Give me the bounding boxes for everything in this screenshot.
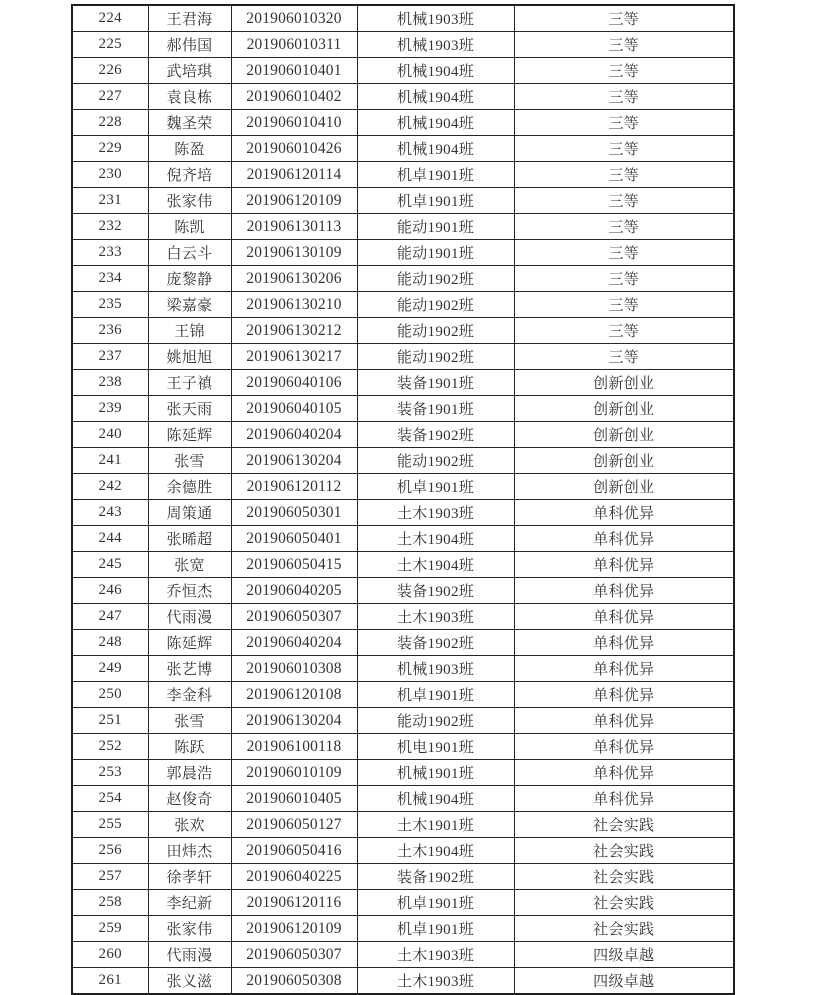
row-number-cell: 235	[72, 292, 148, 318]
row-number-cell: 237	[72, 344, 148, 370]
student-id-cell: 201906040105	[231, 396, 357, 422]
table-row	[72, 682, 734, 708]
award-type-cell: 单科优异	[514, 578, 734, 604]
class-name-cell: 机械1903班	[357, 32, 514, 58]
award-type-cell: 单科优异	[514, 500, 734, 526]
student-id-cell: 201906050307	[231, 604, 357, 630]
row-number-cell: 243	[72, 500, 148, 526]
row-number-cell: 246	[72, 578, 148, 604]
student-id-cell: 201906010402	[231, 84, 357, 110]
row-number-cell: 240	[72, 422, 148, 448]
award-type-cell: 三等	[514, 292, 734, 318]
table-row	[72, 526, 734, 552]
class-name-cell: 机械1904班	[357, 136, 514, 162]
award-type-cell: 三等	[514, 5, 734, 32]
row-number-cell: 254	[72, 786, 148, 812]
table-row	[72, 942, 734, 968]
award-type-cell: 创新创业	[514, 370, 734, 396]
student-id-cell: 201906040204	[231, 630, 357, 656]
award-type-cell: 单科优异	[514, 630, 734, 656]
student-name-cell: 王子禛	[148, 370, 231, 396]
row-number-cell: 260	[72, 942, 148, 968]
class-name-cell: 装备1902班	[357, 578, 514, 604]
row-number-cell: 229	[72, 136, 148, 162]
row-number-cell: 232	[72, 214, 148, 240]
table-row	[72, 916, 734, 942]
table-row	[72, 110, 734, 136]
row-number-cell: 224	[72, 5, 148, 32]
student-name-cell: 张艺博	[148, 656, 231, 682]
table-row	[72, 5, 734, 32]
table-row	[72, 708, 734, 734]
student-id-cell: 201906120109	[231, 188, 357, 214]
row-number-cell: 255	[72, 812, 148, 838]
row-number-cell: 236	[72, 318, 148, 344]
student-id-cell: 201906010320	[231, 5, 357, 32]
table-row	[72, 84, 734, 110]
student-id-cell: 201906120109	[231, 916, 357, 942]
student-name-cell: 张雪	[148, 448, 231, 474]
table-row	[72, 344, 734, 370]
student-name-cell: 张雪	[148, 708, 231, 734]
class-name-cell: 机械1904班	[357, 58, 514, 84]
award-type-cell: 社会实践	[514, 890, 734, 916]
table-row	[72, 214, 734, 240]
row-number-cell: 253	[72, 760, 148, 786]
student-id-cell: 201906050401	[231, 526, 357, 552]
row-number-cell: 241	[72, 448, 148, 474]
student-id-cell: 201906120112	[231, 474, 357, 500]
table-row	[72, 188, 734, 214]
student-name-cell: 陈盈	[148, 136, 231, 162]
award-type-cell: 单科优异	[514, 682, 734, 708]
award-type-cell: 单科优异	[514, 760, 734, 786]
student-name-cell: 郭晨浩	[148, 760, 231, 786]
student-name-cell: 王君海	[148, 5, 231, 32]
student-id-cell: 201906130109	[231, 240, 357, 266]
row-number-cell: 230	[72, 162, 148, 188]
row-number-cell: 231	[72, 188, 148, 214]
award-type-cell: 单科优异	[514, 604, 734, 630]
award-type-cell: 单科优异	[514, 708, 734, 734]
student-id-cell: 201906050127	[231, 812, 357, 838]
class-name-cell: 能动1902班	[357, 448, 514, 474]
student-name-cell: 陈延辉	[148, 630, 231, 656]
student-id-cell: 201906010405	[231, 786, 357, 812]
class-name-cell: 机械1903班	[357, 5, 514, 32]
table-row	[72, 292, 734, 318]
class-name-cell: 装备1902班	[357, 422, 514, 448]
award-type-cell: 三等	[514, 318, 734, 344]
class-name-cell: 机械1904班	[357, 110, 514, 136]
student-name-cell: 倪齐培	[148, 162, 231, 188]
class-name-cell: 机械1904班	[357, 84, 514, 110]
class-name-cell: 机械1903班	[357, 656, 514, 682]
table-row	[72, 500, 734, 526]
table-row	[72, 58, 734, 84]
student-award-table	[71, 4, 735, 995]
row-number-cell: 249	[72, 656, 148, 682]
award-type-cell: 三等	[514, 188, 734, 214]
student-name-cell: 姚旭旭	[148, 344, 231, 370]
class-name-cell: 土木1903班	[357, 942, 514, 968]
class-name-cell: 机卓1901班	[357, 474, 514, 500]
award-type-cell: 创新创业	[514, 448, 734, 474]
student-id-cell: 201906010426	[231, 136, 357, 162]
student-name-cell: 张家伟	[148, 916, 231, 942]
award-type-cell: 四级卓越	[514, 942, 734, 968]
class-name-cell: 机卓1901班	[357, 188, 514, 214]
row-number-cell: 226	[72, 58, 148, 84]
student-id-cell: 201906050308	[231, 968, 357, 995]
table-row	[72, 32, 734, 58]
award-type-cell: 四级卓越	[514, 968, 734, 995]
award-type-cell: 三等	[514, 214, 734, 240]
table-row	[72, 162, 734, 188]
award-type-cell: 三等	[514, 110, 734, 136]
student-name-cell: 白云斗	[148, 240, 231, 266]
award-type-cell: 单科优异	[514, 526, 734, 552]
student-name-cell: 张义滋	[148, 968, 231, 995]
class-name-cell: 土木1904班	[357, 552, 514, 578]
student-id-cell: 201906040205	[231, 578, 357, 604]
award-type-cell: 三等	[514, 84, 734, 110]
row-number-cell: 258	[72, 890, 148, 916]
table-row	[72, 318, 734, 344]
student-id-cell: 201906010311	[231, 32, 357, 58]
row-number-cell: 251	[72, 708, 148, 734]
student-name-cell: 张家伟	[148, 188, 231, 214]
award-type-cell: 创新创业	[514, 396, 734, 422]
student-id-cell: 201906130210	[231, 292, 357, 318]
row-number-cell: 245	[72, 552, 148, 578]
student-name-cell: 陈凯	[148, 214, 231, 240]
table-row	[72, 630, 734, 656]
award-type-cell: 单科优异	[514, 786, 734, 812]
award-type-cell: 三等	[514, 344, 734, 370]
class-name-cell: 机械1904班	[357, 786, 514, 812]
award-type-cell: 社会实践	[514, 916, 734, 942]
student-name-cell: 李金科	[148, 682, 231, 708]
table-row	[72, 136, 734, 162]
award-type-cell: 三等	[514, 266, 734, 292]
table-row	[72, 422, 734, 448]
class-name-cell: 机卓1901班	[357, 162, 514, 188]
row-number-cell: 247	[72, 604, 148, 630]
award-type-cell: 三等	[514, 136, 734, 162]
student-id-cell: 201906130204	[231, 708, 357, 734]
student-name-cell: 郝伟国	[148, 32, 231, 58]
award-type-cell: 单科优异	[514, 656, 734, 682]
class-name-cell: 土木1901班	[357, 812, 514, 838]
table-row	[72, 552, 734, 578]
student-name-cell: 武培琪	[148, 58, 231, 84]
row-number-cell: 252	[72, 734, 148, 760]
award-type-cell: 创新创业	[514, 422, 734, 448]
class-name-cell: 机械1901班	[357, 760, 514, 786]
class-name-cell: 土木1903班	[357, 500, 514, 526]
student-id-cell: 201906040225	[231, 864, 357, 890]
student-name-cell: 乔恒杰	[148, 578, 231, 604]
class-name-cell: 能动1901班	[357, 214, 514, 240]
student-name-cell: 代雨漫	[148, 604, 231, 630]
table-row	[72, 968, 734, 995]
row-number-cell: 261	[72, 968, 148, 995]
table-row	[72, 240, 734, 266]
student-name-cell: 张欢	[148, 812, 231, 838]
table-row	[72, 578, 734, 604]
student-id-cell: 201906050416	[231, 838, 357, 864]
table-row	[72, 604, 734, 630]
row-number-cell: 250	[72, 682, 148, 708]
table-row	[72, 656, 734, 682]
row-number-cell: 233	[72, 240, 148, 266]
table-row	[72, 734, 734, 760]
student-name-cell: 代雨漫	[148, 942, 231, 968]
table-row	[72, 812, 734, 838]
table-row	[72, 266, 734, 292]
table-row	[72, 448, 734, 474]
row-number-cell: 257	[72, 864, 148, 890]
class-name-cell: 土木1904班	[357, 838, 514, 864]
student-id-cell: 201906120114	[231, 162, 357, 188]
student-id-cell: 201906130206	[231, 266, 357, 292]
student-id-cell: 201906040106	[231, 370, 357, 396]
class-name-cell: 机卓1901班	[357, 916, 514, 942]
table-row	[72, 370, 734, 396]
student-id-cell: 201906100118	[231, 734, 357, 760]
row-number-cell: 238	[72, 370, 148, 396]
class-name-cell: 土木1904班	[357, 526, 514, 552]
award-type-cell: 单科优异	[514, 734, 734, 760]
class-name-cell: 机卓1901班	[357, 890, 514, 916]
row-number-cell: 225	[72, 32, 148, 58]
student-name-cell: 张晞超	[148, 526, 231, 552]
student-name-cell: 庞黎静	[148, 266, 231, 292]
class-name-cell: 土木1903班	[357, 968, 514, 995]
class-name-cell: 土木1903班	[357, 604, 514, 630]
class-name-cell: 装备1902班	[357, 630, 514, 656]
student-name-cell: 徐孝轩	[148, 864, 231, 890]
table-row	[72, 864, 734, 890]
class-name-cell: 能动1901班	[357, 240, 514, 266]
student-name-cell: 李纪新	[148, 890, 231, 916]
student-id-cell: 201906130113	[231, 214, 357, 240]
student-id-cell: 201906040204	[231, 422, 357, 448]
student-id-cell: 201906050301	[231, 500, 357, 526]
award-type-cell: 单科优异	[514, 552, 734, 578]
row-number-cell: 248	[72, 630, 148, 656]
student-id-cell: 201906050415	[231, 552, 357, 578]
student-id-cell: 201906130217	[231, 344, 357, 370]
award-type-cell: 社会实践	[514, 812, 734, 838]
student-id-cell: 201906010401	[231, 58, 357, 84]
student-id-cell: 201906120108	[231, 682, 357, 708]
row-number-cell: 234	[72, 266, 148, 292]
student-id-cell: 201906130204	[231, 448, 357, 474]
student-name-cell: 张宽	[148, 552, 231, 578]
row-number-cell: 259	[72, 916, 148, 942]
student-id-cell: 201906050307	[231, 942, 357, 968]
row-number-cell: 244	[72, 526, 148, 552]
class-name-cell: 装备1901班	[357, 370, 514, 396]
award-type-cell: 社会实践	[514, 864, 734, 890]
class-name-cell: 能动1902班	[357, 292, 514, 318]
student-name-cell: 魏圣荣	[148, 110, 231, 136]
student-name-cell: 余德胜	[148, 474, 231, 500]
award-type-cell: 社会实践	[514, 838, 734, 864]
table-row	[72, 396, 734, 422]
award-type-cell: 三等	[514, 162, 734, 188]
class-name-cell: 装备1902班	[357, 864, 514, 890]
student-name-cell: 袁良栋	[148, 84, 231, 110]
student-name-cell: 张天雨	[148, 396, 231, 422]
student-id-cell: 201906010410	[231, 110, 357, 136]
class-name-cell: 机卓1901班	[357, 682, 514, 708]
row-number-cell: 242	[72, 474, 148, 500]
row-number-cell: 227	[72, 84, 148, 110]
student-name-cell: 田炜杰	[148, 838, 231, 864]
student-name-cell: 陈跃	[148, 734, 231, 760]
table-row	[72, 474, 734, 500]
class-name-cell: 能动1902班	[357, 344, 514, 370]
table-row	[72, 786, 734, 812]
table-row	[72, 890, 734, 916]
student-name-cell: 赵俊奇	[148, 786, 231, 812]
award-type-cell: 三等	[514, 32, 734, 58]
award-type-cell: 三等	[514, 58, 734, 84]
table-row	[72, 838, 734, 864]
award-type-cell: 创新创业	[514, 474, 734, 500]
student-award-table-body	[72, 5, 734, 994]
row-number-cell: 239	[72, 396, 148, 422]
table-row	[72, 760, 734, 786]
student-name-cell: 梁嘉豪	[148, 292, 231, 318]
class-name-cell: 机电1901班	[357, 734, 514, 760]
student-name-cell: 王锦	[148, 318, 231, 344]
class-name-cell: 装备1901班	[357, 396, 514, 422]
class-name-cell: 能动1902班	[357, 708, 514, 734]
class-name-cell: 能动1902班	[357, 266, 514, 292]
student-name-cell: 陈延辉	[148, 422, 231, 448]
student-id-cell: 201906130212	[231, 318, 357, 344]
student-name-cell: 周策通	[148, 500, 231, 526]
class-name-cell: 能动1902班	[357, 318, 514, 344]
student-id-cell: 201906010308	[231, 656, 357, 682]
student-id-cell: 201906120116	[231, 890, 357, 916]
row-number-cell: 256	[72, 838, 148, 864]
award-type-cell: 三等	[514, 240, 734, 266]
row-number-cell: 228	[72, 110, 148, 136]
student-id-cell: 201906010109	[231, 760, 357, 786]
